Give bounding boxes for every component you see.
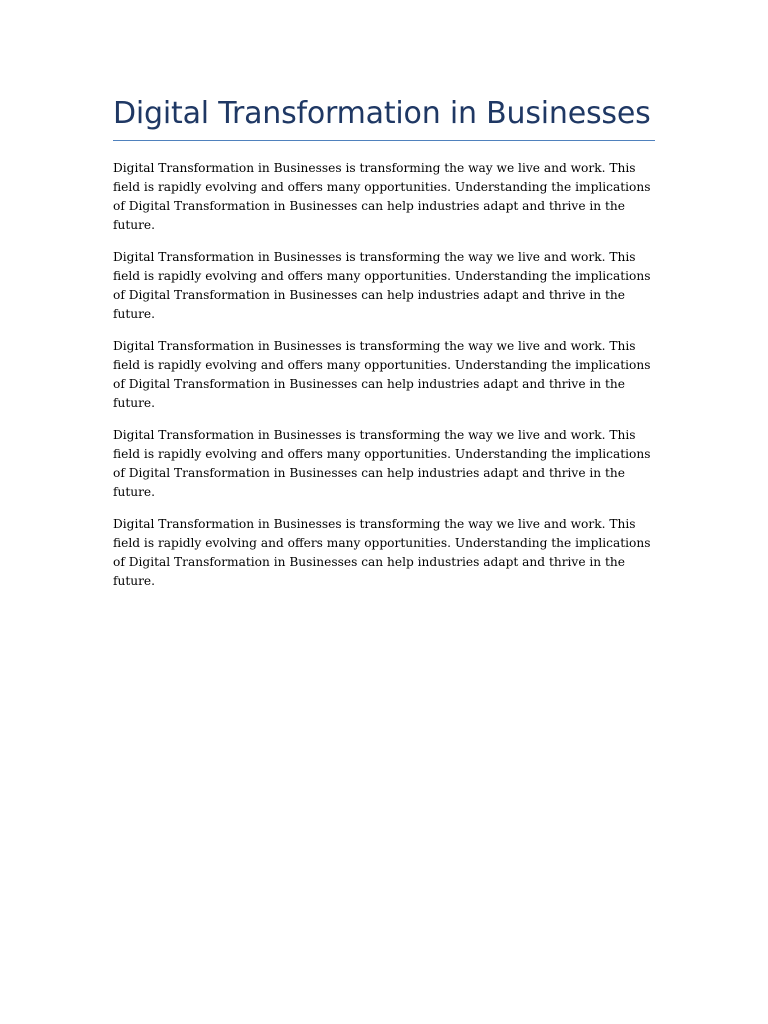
paragraph: Digital Transformation in Businesses is transforming the way we live and work. This field is rapidly evolving and offers many opportunities. Understanding the implications of Digital Transformation in Businesses can help industries adapt and thrive in the future. <box>113 428 651 499</box>
paragraph: Digital Transformation in Businesses is transforming the way we live and work. This field is rapidly evolving and offers many opportunities. Understanding the implications of Digital Transformation in Businesses can help industries adapt and thrive in the future. <box>113 161 651 232</box>
document-title: Digital Transformation in Businesses <box>113 96 651 131</box>
paragraph: Digital Transformation in Businesses is transforming the way we live and work. This field is rapidly evolving and offers many opportunities. Understanding the implications of Digital Transformation in Businesses can help industries adapt and thrive in the future. <box>113 250 651 321</box>
document-body <box>113 159 655 591</box>
paragraph: Digital Transformation in Businesses is transforming the way we live and work. This field is rapidly evolving and offers many opportunities. Understanding the implications of Digital Transformation in Businesses can help industries adapt and thrive in the future. <box>113 339 651 410</box>
paragraph: Digital Transformation in Businesses is transforming the way we live and work. This field is rapidly evolving and offers many opportunities. Understanding the implications of Digital Transformation in Businesses can help industries adapt and thrive in the future. <box>113 517 651 588</box>
document-page <box>113 0 655 604</box>
title-underline <box>113 140 655 141</box>
